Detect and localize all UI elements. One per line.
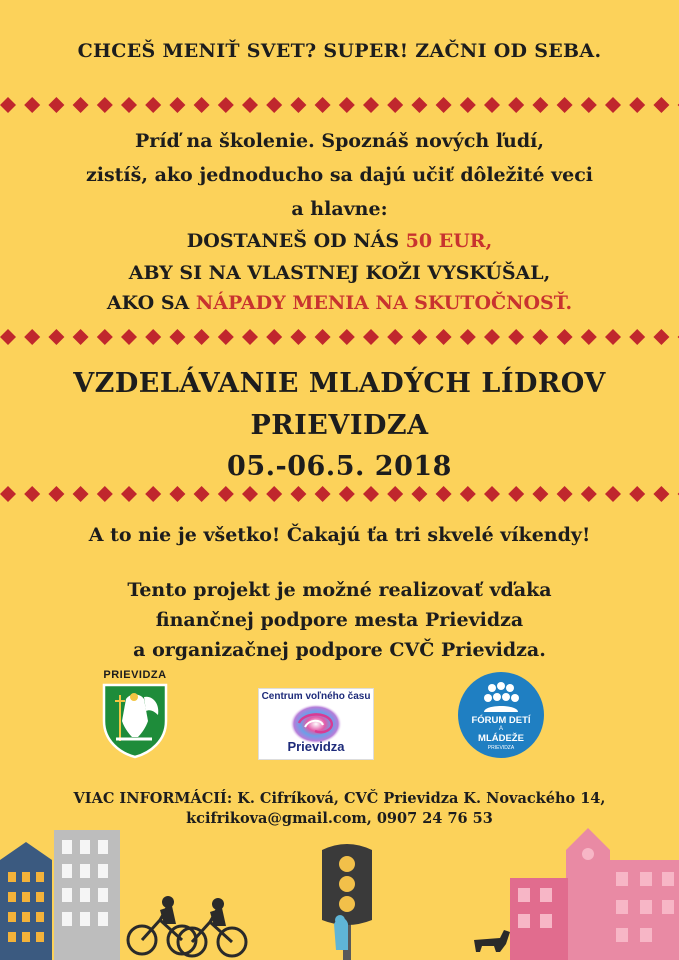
diamond-divider-1 — [0, 95, 679, 115]
diamond-icon — [363, 97, 379, 113]
diamond-icon — [194, 329, 210, 345]
diamond-icon — [97, 97, 113, 113]
intro-line-4-text: DOSTANEŠ OD NÁS — [186, 230, 406, 252]
diamond-icon — [436, 329, 452, 345]
diamond-icon — [460, 97, 476, 113]
diamond-icon — [315, 97, 331, 113]
diamond-icon — [48, 329, 64, 345]
coat-of-arms-label: PRIEVIDZA — [103, 669, 167, 681]
diamond-icon — [48, 97, 64, 113]
diamond-icon — [73, 329, 89, 345]
gray-building-icon — [54, 830, 120, 960]
diamond-icon — [387, 329, 403, 345]
support-line-1: Tento projekt je možné realizovať vďaka — [127, 579, 552, 601]
diamond-icon — [605, 486, 621, 502]
headline: CHCEŠ MENIŤ SVET? SUPER! ZAČNI OD SEBA. — [77, 40, 602, 62]
diamond-icon — [387, 486, 403, 502]
diamond-icon — [339, 486, 355, 502]
diamond-icon — [145, 329, 161, 345]
diamond-icon — [218, 329, 234, 345]
cvc-logo — [258, 688, 374, 760]
diamond-icon — [411, 486, 427, 502]
diamond-icon — [484, 486, 500, 502]
diamond-icon — [339, 97, 355, 113]
intro-line-5: ABY SI NA VLASTNEJ KOŽI VYSKÚŠAL, — [128, 262, 551, 284]
diamond-icon — [460, 329, 476, 345]
diamond-icon — [339, 329, 355, 345]
diamond-icon — [218, 97, 234, 113]
blue-building-icon — [0, 842, 52, 960]
diamond-icon — [145, 97, 161, 113]
diamond-icon — [48, 486, 64, 502]
intro-line-1: Príď na školenie. Spoznáš nových ľudí, — [135, 130, 544, 152]
cvc-logo-city: Prievidza — [287, 739, 345, 754]
diamond-icon — [460, 486, 476, 502]
event-city: PRIEVIDZA — [250, 410, 429, 441]
shield-icon — [96, 681, 174, 759]
diamond-icon — [581, 97, 597, 113]
forum-line-1: FÓRUM DETÍ — [471, 715, 531, 726]
diamond-icon — [532, 97, 548, 113]
diamond-icon — [411, 329, 427, 345]
diamond-icon — [145, 486, 161, 502]
intro-line-3: a hlavne: — [291, 198, 388, 220]
diamond-icon — [242, 97, 258, 113]
diamond-icon — [242, 329, 258, 345]
diamond-icon — [266, 97, 282, 113]
diamond-icon — [629, 486, 645, 502]
diamond-icon — [532, 329, 548, 345]
forum-line-4: PRIEVIDZA — [487, 745, 515, 751]
cyclist-figures-icon — [160, 896, 226, 926]
diamond-icon — [121, 486, 137, 502]
pink-house-icon — [510, 828, 679, 960]
diamond-icon — [73, 486, 89, 502]
diamond-icon — [532, 486, 548, 502]
diamond-icon — [581, 486, 597, 502]
diamond-icon — [169, 486, 185, 502]
diamond-icon — [653, 329, 669, 345]
black-dog-icon — [474, 930, 510, 952]
ideas-highlight: NÁPADY MENIA NA SKUTOČNOSŤ. — [195, 292, 573, 314]
diamond-icon — [194, 486, 210, 502]
diamond-icon — [484, 97, 500, 113]
diamond-icon — [387, 97, 403, 113]
diamond-icon — [557, 329, 573, 345]
diamond-icon — [629, 97, 645, 113]
diamond-divider-2 — [0, 327, 679, 347]
diamond-icon — [169, 329, 185, 345]
diamond-icon — [484, 329, 500, 345]
diamond-icon — [0, 329, 16, 345]
city-illustration — [0, 820, 679, 960]
diamond-icon — [0, 486, 16, 502]
event-dates: 05.-06.5. 2018 — [227, 451, 452, 482]
support-line-2: finančnej podpore mesta Prievidza — [155, 609, 524, 631]
diamond-icon — [24, 486, 40, 502]
diamond-icon — [266, 486, 282, 502]
money-amount: 50 EUR, — [405, 230, 493, 252]
forum-line-3: MLÁDEŽE — [478, 733, 524, 744]
contact-line-1: VIAC INFORMÁCIÍ: K. Cifríková, CVČ Prievidza K. Novackého 14, — [73, 790, 606, 807]
intro-line-6-text: AKO SA — [106, 292, 196, 314]
diamond-icon — [508, 329, 524, 345]
diamond-icon — [315, 329, 331, 345]
forum-deti-logo — [458, 672, 544, 758]
intro-line-4 — [0, 230, 679, 252]
contact-line-2: kcifrikova@gmail.com, 0907 24 76 53 — [186, 810, 493, 827]
diamond-icon — [73, 97, 89, 113]
diamond-icon — [653, 486, 669, 502]
diamond-icon — [121, 329, 137, 345]
diamond-icon — [242, 486, 258, 502]
diamond-icon — [605, 329, 621, 345]
diamond-icon — [411, 97, 427, 113]
diamond-icon — [436, 486, 452, 502]
diamond-icon — [605, 97, 621, 113]
diamond-icon — [121, 97, 137, 113]
support-line-3: a organizačnej podpore CVČ Prievidza. — [133, 639, 546, 661]
diamond-icon — [629, 329, 645, 345]
people-group-icon — [458, 678, 544, 718]
diamond-icon — [266, 329, 282, 345]
diamond-icon — [218, 486, 234, 502]
diamond-icon — [290, 329, 306, 345]
diamond-icon — [24, 329, 40, 345]
diamond-icon — [436, 97, 452, 113]
diamond-icon — [290, 97, 306, 113]
diamond-icon — [194, 97, 210, 113]
diamond-divider-3 — [0, 484, 679, 504]
teaser-text: A to nie je všetko! Čakajú ťa tri skvelé víkendy! — [88, 524, 591, 546]
intro-line-2: zistíš, ako jednoducho sa dajú učiť dôležité veci — [85, 164, 594, 186]
diamond-icon — [557, 486, 573, 502]
diamond-icon — [97, 486, 113, 502]
diamond-icon — [581, 329, 597, 345]
cvc-logo-name: Centrum voľného času — [261, 691, 371, 702]
diamond-icon — [508, 486, 524, 502]
diamond-icon — [363, 329, 379, 345]
diamond-icon — [557, 97, 573, 113]
diamond-icon — [363, 486, 379, 502]
diamond-icon — [290, 486, 306, 502]
event-title: VZDELÁVANIE MLADÝCH LÍDROV — [73, 368, 606, 399]
diamond-icon — [24, 97, 40, 113]
diamond-icon — [315, 486, 331, 502]
diamond-icon — [97, 329, 113, 345]
diamond-icon — [169, 97, 185, 113]
diamond-icon — [0, 97, 16, 113]
diamond-icon — [508, 97, 524, 113]
diamond-icon — [653, 97, 669, 113]
cyclists-icon — [128, 906, 246, 956]
intro-line-6 — [0, 292, 679, 314]
prievidza-coat-of-arms — [96, 669, 174, 761]
dog-icon — [334, 915, 348, 950]
forum-line-2: A — [498, 726, 503, 732]
